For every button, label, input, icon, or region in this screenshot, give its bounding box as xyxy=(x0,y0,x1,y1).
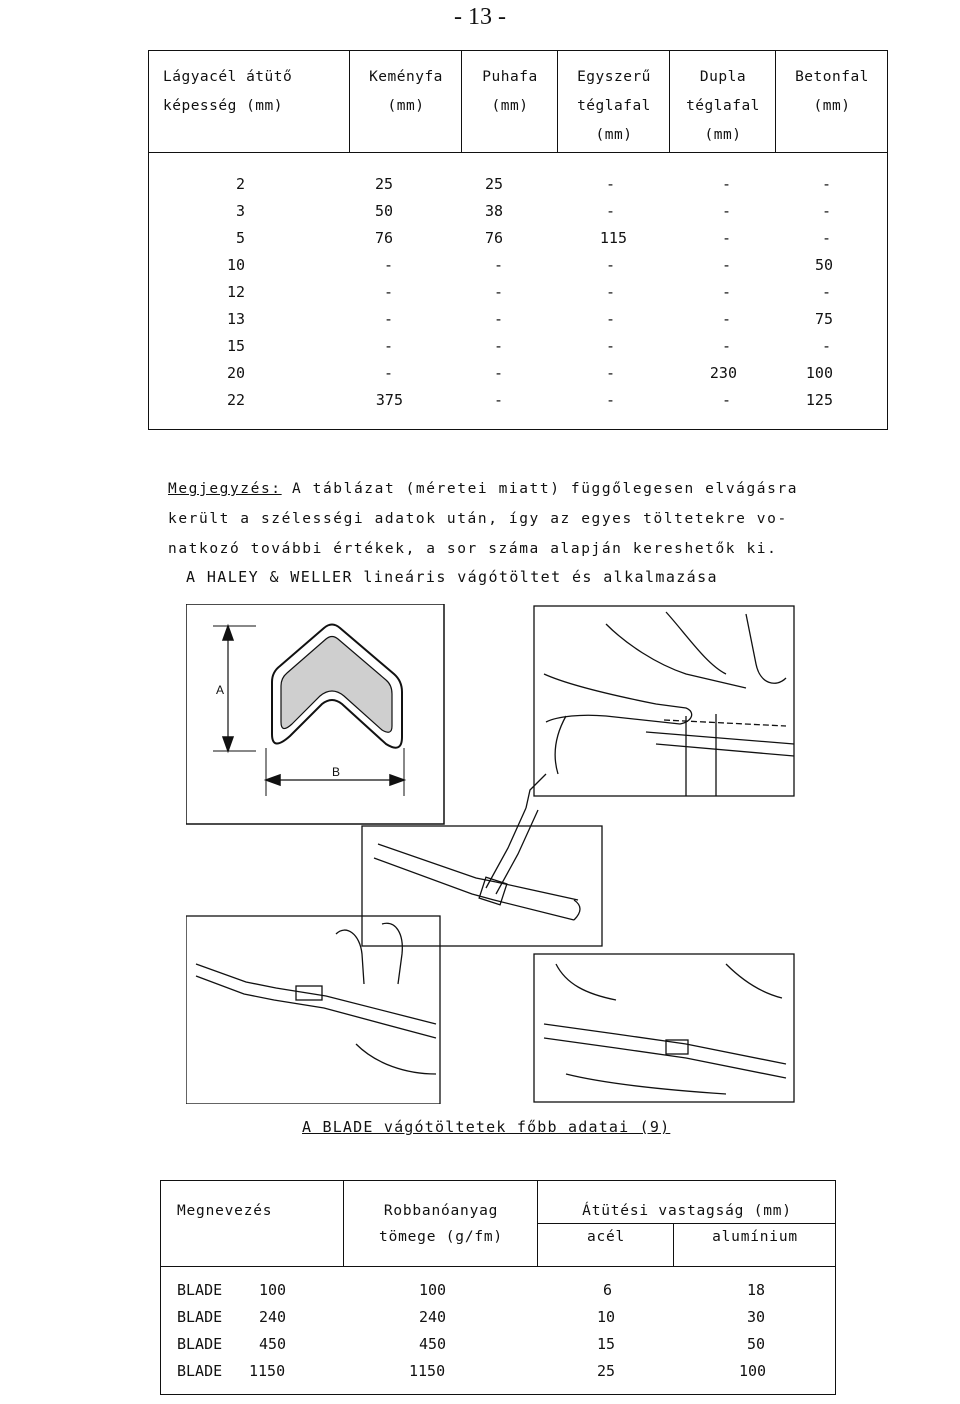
cell: 450 xyxy=(419,1335,447,1353)
cell: - xyxy=(721,283,731,301)
column-divider xyxy=(557,51,558,152)
cell: 240 xyxy=(419,1308,447,1326)
note-line xyxy=(168,474,888,504)
cell: 76 xyxy=(374,229,393,247)
cell: - xyxy=(605,283,615,301)
cell: 100 xyxy=(739,1362,767,1380)
cell: - xyxy=(383,337,393,355)
hand-placing-panel xyxy=(534,954,794,1102)
table-row xyxy=(149,310,887,336)
header-hardwood xyxy=(351,63,461,121)
hand-cutting-panel xyxy=(534,606,794,796)
cell: - xyxy=(493,391,503,409)
cell: 20 xyxy=(226,364,245,382)
subheader-divider xyxy=(537,1223,835,1224)
header-divider xyxy=(161,1266,835,1267)
note-line: került a szélességi adatok után, így az egyes töltetekre vo- xyxy=(168,511,788,527)
cell: - xyxy=(721,256,731,274)
header-name: Megnevezés xyxy=(177,1203,273,1219)
note xyxy=(168,474,888,564)
cell: 25 xyxy=(597,1362,616,1380)
column-divider xyxy=(349,51,350,152)
cell: - xyxy=(383,283,393,301)
cell: - xyxy=(493,310,503,328)
cell: 50 xyxy=(374,202,393,220)
cell: 2 xyxy=(235,175,245,193)
table-row xyxy=(161,1281,835,1308)
cell: 13 xyxy=(226,310,245,328)
table-row xyxy=(149,283,887,309)
cell: 50 xyxy=(814,256,833,274)
cell: 1150 xyxy=(249,1362,286,1380)
cell: - xyxy=(821,283,831,301)
dimension-label-a: A xyxy=(216,683,225,697)
header-line: Lágyacél átütő xyxy=(163,69,293,85)
column-divider xyxy=(669,51,670,152)
cell: - xyxy=(383,256,393,274)
cell: 15 xyxy=(597,1335,616,1353)
cell: 25 xyxy=(374,175,393,193)
header-line: (mm) xyxy=(387,98,425,114)
table-row xyxy=(149,229,887,255)
cell: BLADE xyxy=(177,1362,223,1380)
charge-illustration xyxy=(186,604,796,1104)
cell: - xyxy=(721,391,731,409)
table-row xyxy=(149,175,887,201)
header-single-brick xyxy=(559,63,669,150)
header-penetration: Átütési vastagság (mm) xyxy=(582,1203,792,1219)
header-mass: Robbanóanyag xyxy=(383,1203,499,1219)
header-softwood xyxy=(463,63,557,121)
header-mild-steel xyxy=(163,63,347,121)
cell: - xyxy=(493,337,503,355)
table-row xyxy=(149,337,887,363)
header-line: Puhafa xyxy=(482,69,538,85)
cell: 10 xyxy=(597,1308,616,1326)
cell: 100 xyxy=(805,364,833,382)
header-line: képesség (mm) xyxy=(163,98,283,114)
cell: - xyxy=(605,256,615,274)
cell: BLADE xyxy=(177,1281,223,1299)
header-mass-unit: tömege (g/fm) xyxy=(379,1229,503,1245)
dimension-label-b: B xyxy=(332,765,341,779)
cell: 5 xyxy=(235,229,245,247)
header-concrete xyxy=(777,63,887,121)
cell: BLADE xyxy=(177,1308,223,1326)
table-row xyxy=(149,391,887,417)
cell: 240 xyxy=(259,1308,287,1326)
charge-fuse-panel xyxy=(186,916,440,1104)
header-line: (mm) xyxy=(704,127,742,143)
table-row xyxy=(149,256,887,282)
note-text: A táblázat (méretei miatt) függőlegesen elvágásra xyxy=(281,481,799,497)
header-line: (mm) xyxy=(813,98,851,114)
cell: - xyxy=(383,310,393,328)
cell: 50 xyxy=(747,1335,766,1353)
header-line: Betonfal xyxy=(795,69,869,85)
header-line: Egyszerű xyxy=(577,69,651,85)
note-line: natkozó további értékek, a sor száma alapján kereshetők ki. xyxy=(168,541,778,557)
cell: - xyxy=(605,202,615,220)
cell: 15 xyxy=(226,337,245,355)
header-line: téglafal xyxy=(577,98,651,114)
cell: 115 xyxy=(599,229,627,247)
cell: 6 xyxy=(603,1281,613,1299)
cell: - xyxy=(605,310,615,328)
cell: 75 xyxy=(814,310,833,328)
column-divider xyxy=(775,51,776,152)
cell: 25 xyxy=(484,175,503,193)
cell: 10 xyxy=(226,256,245,274)
table2-title: A BLADE vágótöltetek főbb adatai (9) xyxy=(302,1118,671,1136)
header-line: (mm) xyxy=(491,98,529,114)
cell: - xyxy=(605,337,615,355)
header-divider xyxy=(149,152,887,153)
cell: - xyxy=(721,175,731,193)
cell: 76 xyxy=(484,229,503,247)
cell: - xyxy=(605,175,615,193)
table-row xyxy=(149,202,887,228)
header-double-brick xyxy=(671,63,775,150)
column-divider xyxy=(343,1181,344,1266)
table-row xyxy=(161,1335,835,1362)
header-line: Keményfa xyxy=(369,69,443,85)
cell: - xyxy=(721,202,731,220)
cell: 125 xyxy=(805,391,833,409)
cell: 22 xyxy=(226,391,245,409)
page-number: - 13 - xyxy=(454,4,506,30)
figure-title: A HALEY & WELLER lineáris vágótöltet és alkalmazása xyxy=(186,568,718,586)
blade-table xyxy=(160,1180,836,1395)
cell: 1150 xyxy=(409,1362,446,1380)
t-connector-panel xyxy=(362,774,602,946)
column-divider xyxy=(461,51,462,152)
cell: 100 xyxy=(419,1281,447,1299)
penetration-table xyxy=(148,50,888,430)
header-line: téglafal xyxy=(686,98,760,114)
header-line: Dupla xyxy=(699,69,747,85)
cell: - xyxy=(721,229,731,247)
table-row xyxy=(161,1362,835,1389)
cell: 18 xyxy=(747,1281,766,1299)
cell: - xyxy=(821,337,831,355)
cell: - xyxy=(383,364,393,382)
header-aluminium: alumínium xyxy=(712,1229,798,1245)
column-divider xyxy=(673,1223,674,1266)
table-row xyxy=(161,1308,835,1335)
cell: 450 xyxy=(259,1335,287,1353)
cell: - xyxy=(493,364,503,382)
note-label: Megjegyzés: xyxy=(168,481,282,497)
cell: BLADE xyxy=(177,1335,223,1353)
cell: 30 xyxy=(747,1308,766,1326)
cell: - xyxy=(721,337,731,355)
cell: 12 xyxy=(226,283,245,301)
cell: - xyxy=(493,283,503,301)
cell: - xyxy=(821,202,831,220)
header-line: (mm) xyxy=(595,127,633,143)
cell: 3 xyxy=(235,202,245,220)
cell: 375 xyxy=(375,391,403,409)
cell: 100 xyxy=(259,1281,287,1299)
header-steel: acél xyxy=(586,1229,626,1245)
cell: - xyxy=(605,391,615,409)
cell: - xyxy=(605,364,615,382)
cell: - xyxy=(821,229,831,247)
cell: - xyxy=(721,310,731,328)
cell: - xyxy=(821,175,831,193)
cell: 38 xyxy=(484,202,503,220)
cell: - xyxy=(493,256,503,274)
table-row xyxy=(149,364,887,390)
cell: 230 xyxy=(709,364,737,382)
